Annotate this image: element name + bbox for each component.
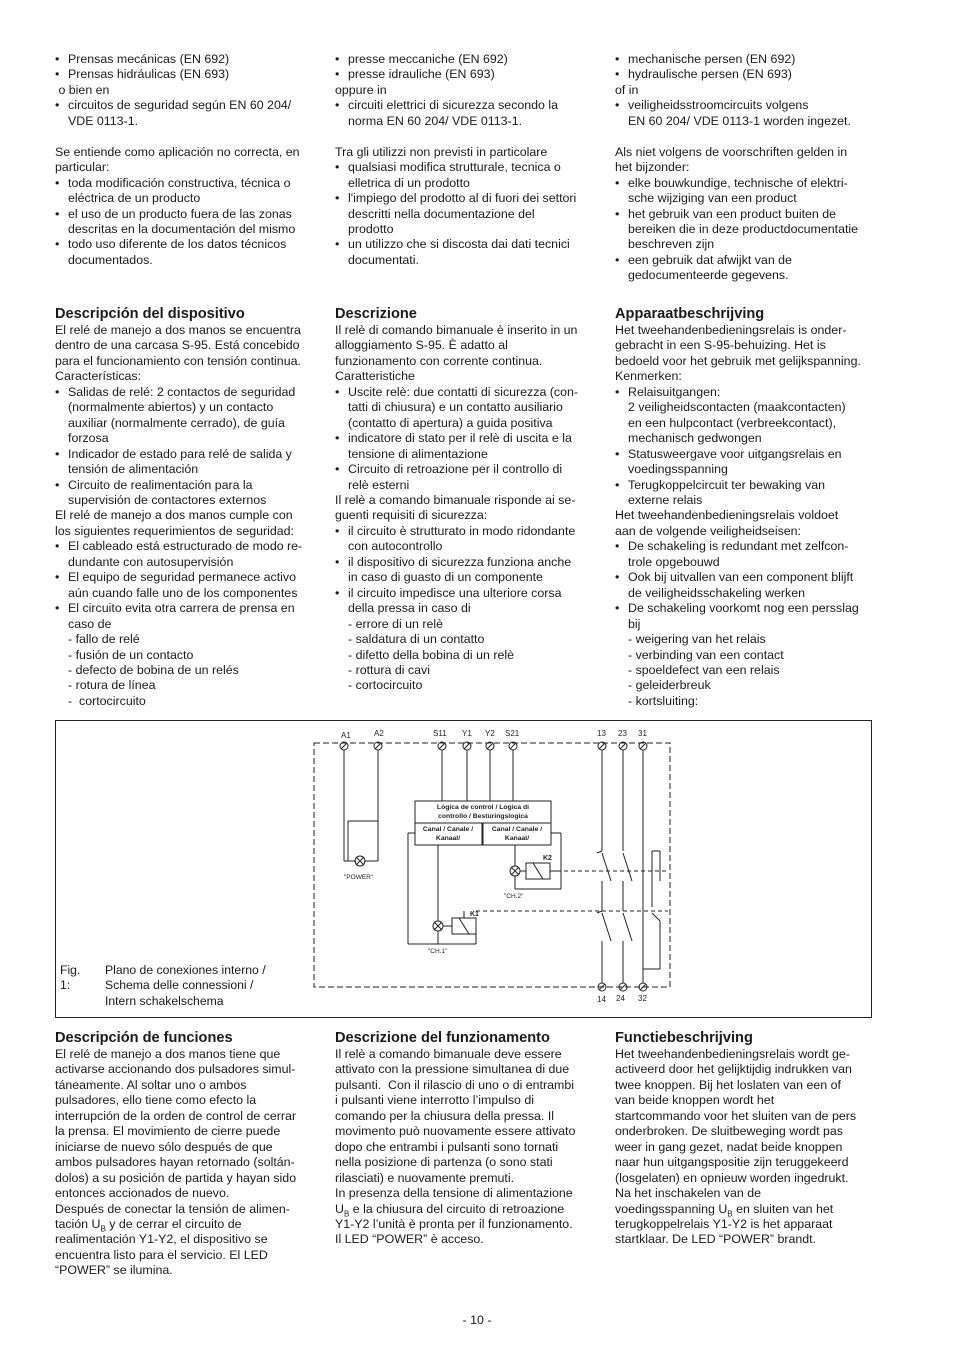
press-list — [55, 52, 323, 83]
figure-number: Fig. 1: — [60, 963, 81, 993]
list-item: • El equipo de seguridad permanece activo aún cuando falle uno de los componentes — [55, 570, 323, 601]
figure-caption-text: Plano de conexiones interno / Schema delle connessioni / Intern schakelschema — [105, 963, 266, 1008]
list-item: • todo uso diferente de los datos técnicos documentados. — [55, 237, 323, 268]
function-paragraph: Het tweehandenbedieningsrelais wordt ge- activeerd door het gelijktijdig indrukken van twee knoppen. Bij het loslaten van een of van beide knoppen wordt het startcommando voor het sluiten van de pers onderbroken. De sluitbeweging wordt pas weer in gang gezet, nadat beide knoppen naar hun uitgangspositie zijn teruggekeerd (losgelaten) en opnieuw worden ingedrukt. Na het inschakelen van de — [615, 1047, 857, 1201]
fault-item: - fusión de un contacto — [68, 647, 194, 662]
feature-list — [335, 385, 603, 493]
column-italian-functions — [335, 1029, 603, 1248]
section-heading: Descripción del dispositivo — [55, 306, 245, 322]
list-item: • presse idrauliche (EN 693) — [335, 67, 603, 82]
list-item: • circuiti elettrici di sicurezza secondo la norma EN 60 204/ VDE 0113-1. — [335, 98, 603, 129]
safety-list — [335, 524, 603, 617]
column-italian — [335, 52, 603, 268]
column-dutch — [615, 52, 883, 284]
list-item: • Prensas mecánicas (EN 692) — [55, 52, 323, 67]
list-item: • qualsiasi modifica strutturale, tecnica o elletrica di un prodotto — [335, 160, 603, 191]
function-paragraph: $U_B$ e la chiusura del circuito di retroazione Y1-Y2 l’unità è pronta per il funzionamento. Il LED “POWER” è acceso. — [335, 1201, 573, 1247]
function-paragraph: El relé de manejo a dos manos tiene que activarse accionando dos pulsadores simul- táneamente. Al soltar uno o ambos pulsadores, ello tiene como efecto la interrupción de la orden de control de cerrar la prensa. El movimiento de cierre puede iniciarse de nuevo sólo después de que ambos pulsadores hayan retornado (soltán- dolos) a su posición de partida y hayan sido entonces accionados de nuevo. — [55, 1047, 297, 1201]
list-item: • il circuito è strutturato in modo ridondante con autocontrollo — [335, 524, 603, 555]
fault-item: - spoeldefect van een relais — [628, 662, 780, 677]
section-heading: Functiebeschrijving — [615, 1030, 753, 1046]
list-item: • l'impiego del prodotto al di fuori dei settori descritti nella documentazione del prodotto — [335, 191, 603, 237]
list-item: • hydraulische persen (EN 693) — [615, 67, 883, 82]
list-item: • un utilizzo che si discosta dai dati tecnici documentati. — [335, 237, 603, 268]
list-item: • presse meccaniche (EN 692) — [335, 52, 603, 67]
list-item: • indicatore di stato per il relè di uscita e la tensione di alimentazione — [335, 431, 603, 462]
or-text: o bien en — [55, 82, 110, 97]
list-item: • elke bouwkundige, technische of elektri- sche wijziging van een product — [615, 176, 883, 207]
list-item: • El circuito evita otra carrera de prensa en caso de — [55, 601, 323, 632]
logic-label-2: controllo / Besturingslogica — [438, 813, 528, 820]
fault-item: - errore di un relè — [348, 616, 444, 631]
misuse-intro: Tra gli utilizzi non previsti in particolare — [335, 144, 548, 159]
list-item: • il dispositivo di sicurezza funziona anche in caso di guasto di un componente — [335, 555, 603, 586]
channel-2-label-b: Kanaal/ — [504, 835, 530, 842]
section-heading: Descripción de funciones — [55, 1030, 233, 1046]
label-23: 23 — [618, 729, 627, 738]
label-a2: A2 — [374, 729, 384, 738]
relay-k2-label: K2 — [543, 855, 552, 862]
safety-intro: Il relè a comando bimanuale risponde ai se- guenti requisiti di sicurezza: — [335, 492, 576, 523]
channel-1-circuit — [408, 833, 476, 944]
or-text: of in — [615, 82, 639, 97]
fault-item: - verbinding van een contact — [628, 647, 784, 662]
press-list — [615, 52, 883, 83]
press-list — [335, 52, 603, 83]
power-led-label: "POWER" — [344, 874, 374, 881]
label-a1: A1 — [341, 731, 351, 740]
list-item: • Uscite relè: due contatti di sicurezza (con- tatti di chiusura) e un contatto ausiliario (contatto di apertura) a guida positiva — [335, 385, 603, 431]
list-item: • Circuito de realimentación para la supervisión de contactores externos — [55, 478, 323, 509]
list-item: • Relaisuitgangen: 2 veiligheidscontacten (maakcontacten) en een hulpcontact (verbreekcontact), mechanisch gedwongen — [615, 385, 883, 447]
circuit-list — [615, 98, 883, 129]
fault-item: - defecto de bobina de un relés — [68, 662, 239, 677]
fault-item: - saldatura di un contatto — [348, 632, 485, 647]
fault-item: - rottura di cavi — [348, 662, 430, 677]
section-heading: Descrizione — [335, 306, 417, 322]
feature-list — [615, 385, 883, 509]
label-y2: Y2 — [485, 729, 495, 738]
safety-list — [615, 539, 883, 632]
fault-item: - cortocircuito — [348, 678, 423, 693]
relay-k1-label: K1 — [470, 911, 479, 918]
list-item: • circuitos de seguridad según EN 60 204/ VDE 0113-1. — [55, 98, 323, 129]
label-24: 24 — [616, 994, 625, 1003]
section-heading: Apparaatbeschrijving — [615, 306, 765, 322]
column-dutch-description — [615, 305, 883, 709]
list-item: • De schakeling voorkomt nog een persslag bij — [615, 601, 883, 632]
list-item: • een gebruik dat afwijkt van de gedocumenteerde gegevens. — [615, 253, 883, 284]
fault-item: - rotura de línea — [68, 678, 156, 693]
misuse-intro: Se entiende como aplicación no correcta, en particular: — [55, 144, 300, 175]
wiring-diagram — [56, 721, 871, 1017]
list-item: • Circuito di retroazione per il controllo di relè esterni — [335, 462, 603, 493]
column-dutch-functions — [615, 1029, 883, 1248]
section-heading: Descrizione del funzionamento — [335, 1030, 550, 1046]
label-32: 32 — [638, 994, 647, 1003]
list-item: • il circuito impedisce una ulteriore corsa della pressa in caso di — [335, 586, 603, 617]
or-text: oppure in — [335, 82, 387, 97]
column-spanish — [55, 52, 323, 268]
list-item: • toda modificación constructiva, técnica o eléctrica de un producto — [55, 176, 323, 207]
label-13: 13 — [597, 729, 606, 738]
list-item: • mechanische persen (EN 692) — [615, 52, 883, 67]
fault-item: - geleiderbreuk — [628, 678, 711, 693]
list-item: • het gebruik van een product buiten de bereiken die in deze productdocumentatie beschreven zijn — [615, 207, 883, 253]
channel-1-label-a: Canal / Canale / — [422, 826, 474, 833]
label-s11: S11 — [433, 729, 447, 738]
safety-intro: El relé de manejo a dos manos cumple con los siguientes requerimientos de seguridad: — [55, 508, 295, 538]
list-item: • Statusweergave voor uitgangsrelais en voedingsspanning — [615, 447, 883, 478]
safety-intro: Het tweehandenbedieningsrelais voldoet aan de volgende veiligheidseisen: — [615, 508, 839, 538]
circuit-list — [335, 98, 603, 129]
circuit-list — [55, 98, 323, 129]
label-s21: S21 — [505, 729, 520, 738]
list-item: • el uso de un producto fuera de las zonas descritas en la documentación del mismo — [55, 207, 323, 238]
fault-item: - kortsluiting: — [628, 693, 699, 708]
function-paragraph: Il relè a comando bimanuale deve essere attivato con la pressione simultanea di due pulsanti. Con il rilascio di uno o di entrambi i pulsanti viene interrotto l’impulso di comando per la chiusura della pressa. Il movimento può nuovamente essere attivato dopo che entrambi i pulsanti sono tornati nella posizione di partenza (o sono stati rilasciati) e nuovamente premuti. In presenza della tensione di alimentazione — [335, 1047, 576, 1201]
fault-item: - fallo de relé — [68, 632, 140, 647]
list-item: • Terugkoppelcircuit ter bewaking van externe relais — [615, 478, 883, 509]
misuse-list — [615, 176, 883, 284]
output-contacts — [597, 750, 660, 983]
label-y1: Y1 — [462, 729, 472, 738]
function-paragraph: Después de conectar la tensión de alimen- tación $U_B$ y de cerrar el circuito de realimentación Y1-Y2, el dispositivo se encuentra listo para el servicio. El LED “POWER” se ilumina. — [55, 1201, 290, 1278]
label-14: 14 — [597, 995, 606, 1004]
description-paragraph: Het tweehandenbedieningsrelais is onder- gebracht in een S-95-behuizing. Het is bedoeld voor het gebruik met gelijkspanning. Kenmerken: — [615, 323, 861, 384]
misuse-intro: Als niet volgens de voorschriften gelden in het bijzonder: — [615, 144, 848, 175]
feature-list — [55, 385, 323, 509]
page-number: - 10 - — [462, 1313, 492, 1327]
misuse-list — [55, 176, 323, 269]
figure-box — [55, 720, 872, 1018]
fault-item: - cortocircuito — [68, 693, 146, 708]
power-led-circuit — [344, 750, 378, 866]
ch1-led-label: "CH.1" — [428, 948, 448, 955]
column-spanish-functions — [55, 1029, 323, 1279]
list-item: • veiligheidsstroomcircuits volgens EN 60 204/ VDE 0113-1 worden ingezet. — [615, 98, 883, 129]
list-item: • Salidas de relé: 2 contactos de seguridad (normalmente abiertos) y un contacto auxiliar (normalmente cerrado), de guía forzosa — [55, 385, 323, 447]
safety-list — [55, 539, 323, 632]
fault-item: - weigering van het relais — [628, 632, 766, 647]
description-paragraph: Il relè di comando bimanuale è inserito in un alloggiamento S-95. È adatto al funzionamento con corrente continua. Caratteristiche — [335, 323, 578, 384]
column-italian-description — [335, 305, 603, 694]
function-paragraph: voedingsspanning $U_B$ en sluiten van het terugkoppelrelais Y1-Y2 is het apparaat startklaar. De LED “POWER” brandt. — [615, 1201, 834, 1247]
input-wires — [442, 750, 513, 801]
channel-1-label-b: Kanaal/ — [435, 835, 461, 842]
channel-2-label-a: Canal / Canale / — [491, 826, 543, 833]
misuse-list — [335, 160, 603, 268]
description-paragraph: El relé de manejo a dos manos se encuentra dentro de una carcasa S-95. Está concebido para el funcionamiento con tensión continua. Características: — [55, 323, 301, 384]
logic-label-1: Lógica de control / Logica di — [436, 804, 530, 811]
column-spanish-description — [55, 305, 323, 709]
list-item: • Ook bij uitvallen van een component blijft de veiligheidsschakeling werken — [615, 570, 883, 601]
label-31: 31 — [638, 729, 647, 738]
fault-item: - difetto della bobina di un relè — [348, 647, 515, 662]
list-item: • De schakeling is redundant met zelfcon- trole opgebouwd — [615, 539, 883, 570]
list-item: • Indicador de estado para relé de salida y tensión de alimentación — [55, 447, 323, 478]
device-enclosure — [314, 743, 670, 987]
ch2-led-label: "CH.2" — [504, 893, 524, 900]
list-item: • Prensas hidráulicas (EN 693) — [55, 67, 323, 82]
list-item: • El cableado está estructurado de modo re- dundante con autosupervisión — [55, 539, 323, 570]
